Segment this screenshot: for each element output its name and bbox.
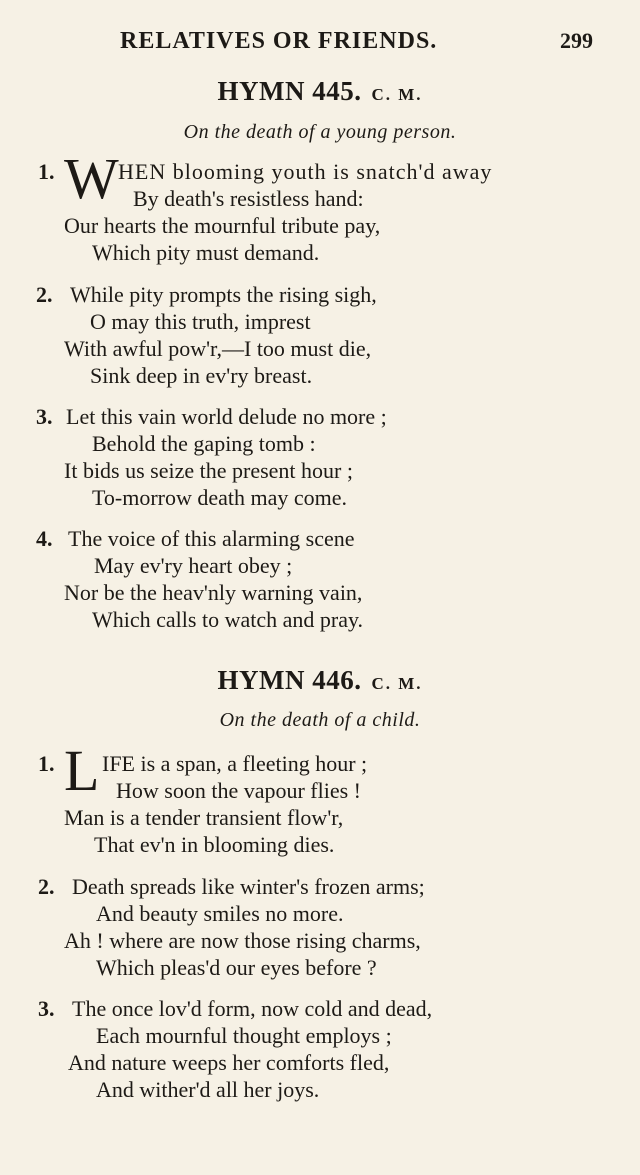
verse-line: Death spreads like winter's frozen arms; bbox=[72, 874, 425, 899]
verse-line: Sink deep in ev'ry breast. bbox=[90, 363, 313, 388]
verse-line: IFE is a span, a fleeting hour ; bbox=[102, 751, 368, 776]
verse-line: And wither'd all her joys. bbox=[96, 1077, 320, 1102]
page-number: 299 bbox=[560, 28, 593, 53]
verse-number: 1. bbox=[38, 751, 55, 776]
verse-number: 1. bbox=[38, 159, 55, 184]
verse-line: By death's resistless hand: bbox=[133, 186, 364, 211]
verse-line: Behold the gaping tomb : bbox=[92, 431, 316, 456]
verse-line: O may this truth, imprest bbox=[90, 309, 311, 334]
hymn-number: HYMN 446. bbox=[217, 665, 362, 695]
verse-line: Man is a tender transient flow'r, bbox=[64, 805, 344, 830]
hymn-number: HYMN 445. bbox=[217, 76, 362, 106]
hymn-445-title bbox=[0, 76, 640, 107]
hymn-445-subtitle: On the death of a young person. bbox=[183, 121, 457, 143]
verse-line: Ah ! where are now those rising charms, bbox=[64, 928, 421, 953]
verse-number: 4. bbox=[36, 526, 53, 551]
verse-line: While pity prompts the rising sigh, bbox=[70, 282, 377, 307]
drop-cap-letter: L bbox=[64, 738, 100, 803]
verse-line: HEN blooming youth is snatch'd away bbox=[118, 159, 493, 184]
hymn-446-subtitle: On the death of a child. bbox=[219, 709, 421, 731]
verse-number: 3. bbox=[36, 404, 53, 429]
verse-line: It bids us seize the present hour ; bbox=[64, 458, 353, 483]
verse-line: Which calls to watch and pray. bbox=[92, 607, 364, 632]
verse-line: Which pleas'd our eyes before ? bbox=[96, 955, 377, 980]
verse-line: Which pity must demand. bbox=[92, 240, 320, 265]
verse-line: With awful pow'r,—I too must die, bbox=[64, 336, 372, 361]
verse-line: The once lov'd form, now cold and dead, bbox=[72, 996, 433, 1021]
hymn-446-title bbox=[0, 665, 640, 696]
running-title: RELATIVES OR FRIENDS. bbox=[120, 28, 438, 54]
verse-line: Our hearts the mournful tribute pay, bbox=[64, 213, 381, 238]
verse-line: The voice of this alarming scene bbox=[68, 526, 355, 551]
verse-number: 2. bbox=[38, 874, 55, 899]
verse-line: And beauty smiles no more. bbox=[96, 901, 344, 926]
running-head bbox=[0, 24, 640, 64]
verse-line: May ev'ry heart obey ; bbox=[94, 553, 293, 578]
verse-line: Let this vain world delude no more ; bbox=[66, 404, 387, 429]
verse-line: How soon the vapour flies ! bbox=[116, 778, 362, 803]
verse-line: Nor be the heav'nly warning vain, bbox=[64, 580, 363, 605]
verse-line: That ev'n in blooming dies. bbox=[94, 832, 335, 857]
hymn-meter: C. M. bbox=[371, 85, 423, 104]
verse-line: And nature weeps her comforts fled, bbox=[68, 1050, 390, 1075]
hymn-meter: C. M. bbox=[371, 674, 423, 693]
verse-line: Each mournful thought employs ; bbox=[96, 1023, 392, 1048]
verse-number: 2. bbox=[36, 282, 53, 307]
drop-cap-letter: W bbox=[64, 146, 119, 211]
verse-number: 3. bbox=[38, 996, 55, 1021]
verse-line: To-morrow death may come. bbox=[92, 485, 348, 510]
